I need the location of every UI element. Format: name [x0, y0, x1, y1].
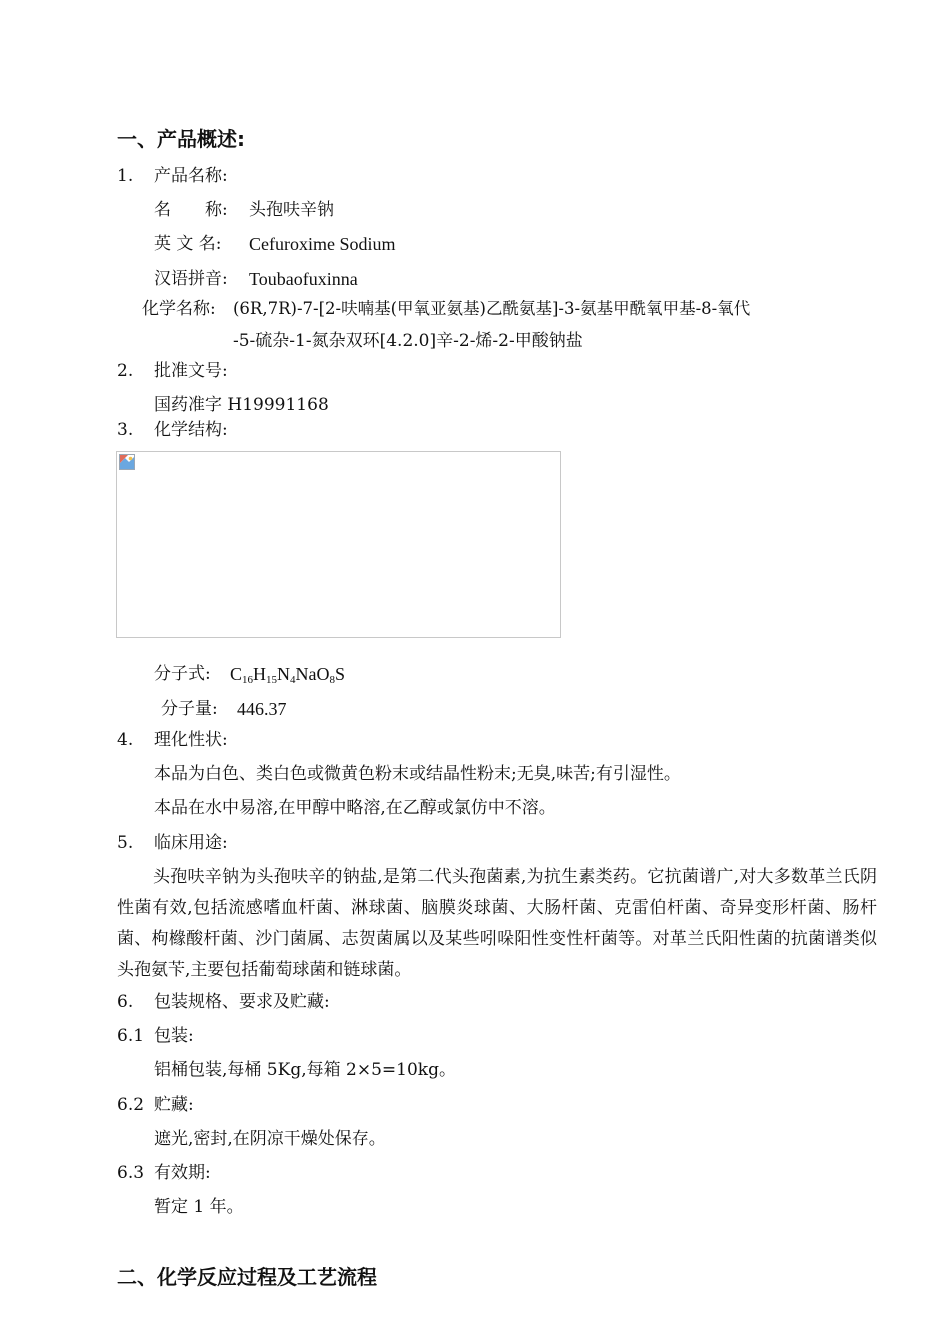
name-label: 名 称: — [154, 200, 228, 220]
item-6-1-title: 包装: — [154, 1026, 194, 1046]
molecular-formula-label: 分子式: — [154, 664, 211, 684]
item-6-2-number: 6.2 — [117, 1095, 145, 1115]
item-5-number: 5. — [117, 833, 134, 853]
item-6-3-title: 有效期: — [154, 1163, 211, 1183]
name-value: 头孢呋辛钠 — [249, 200, 334, 220]
item-3-title: 化学结构: — [154, 420, 228, 440]
chemical-structure-image — [116, 451, 561, 638]
item-4-number: 4. — [117, 730, 134, 750]
pinyin-label: 汉语拼音: — [154, 269, 228, 289]
item-6-title: 包装规格、要求及贮藏: — [154, 992, 330, 1012]
item-1-number: 1. — [117, 166, 134, 186]
properties-text-1: 本品为白色、类白色或微黄色粉末或结晶性粉末;无臭,味苦;有引湿性。 — [154, 764, 681, 784]
chemical-name-label: 化学名称: — [142, 299, 216, 319]
item-6-2-title: 贮藏: — [154, 1095, 194, 1115]
pinyin-value: Toubaofuxinna — [249, 269, 358, 289]
packaging-text: 铝桶包装,每桶 5Kg,每箱 2×5=10kg。 — [154, 1060, 456, 1080]
shelf-life-text: 暂定 1 年。 — [154, 1197, 244, 1217]
molecular-weight-label: 分子量: — [161, 699, 218, 719]
item-2-number: 2. — [117, 361, 134, 381]
section-1-heading: 一、产品概述: — [117, 127, 245, 151]
clinical-use-paragraph: 头孢呋辛钠为头孢呋辛的钠盐,是第二代头孢菌素,为抗生素类药。它抗菌谱广,对大多数革兰氏阴性菌有效,包括流感嗜血杆菌、淋球菌、脑膜炎球菌、大肠杆菌、克雷伯杆菌、奇异变形杆菌、肠杆菌、枸橼酸杆菌、沙门菌属、志贺菌属以及某些吲哚阳性变性杆菌等。对革兰氏阳性菌的抗菌谱类似头孢氨苄,主要包括葡萄球菌和链球菌。 — [117, 867, 877, 980]
item-6-1-number: 6.1 — [117, 1026, 145, 1046]
molecular-weight-value: 446.37 — [237, 699, 287, 719]
broken-image-icon — [119, 454, 135, 470]
english-name-value: Cefuroxime Sodium — [249, 234, 396, 254]
storage-text: 遮光,密封,在阴凉干燥处保存。 — [154, 1129, 386, 1149]
item-4-title: 理化性状: — [154, 730, 228, 750]
english-name-label: 英 文 名: — [154, 234, 222, 254]
item-6-3-number: 6.3 — [117, 1163, 145, 1183]
chemical-name-line-1: (6R,7R)-7-[2-呋喃基(甲氧亚氨基)乙酰氨基]-3-氨基甲酰氧甲基-8-氧代 — [233, 299, 751, 318]
item-3-number: 3. — [117, 420, 134, 440]
approval-number: 国药准字 H19991168 — [154, 395, 329, 415]
item-5-title: 临床用途: — [154, 833, 228, 853]
section-2-heading: 二、化学反应过程及工艺流程 — [117, 1265, 377, 1289]
item-2-title: 批准文号: — [154, 361, 228, 381]
properties-text-2: 本品在水中易溶,在甲醇中略溶,在乙醇或氯仿中不溶。 — [154, 798, 556, 818]
item-1-title: 产品名称: — [154, 166, 228, 186]
molecular-formula: $C_{16}H_{15}N_4NaO_8S$ — [230, 664, 346, 686]
item-6-number: 6. — [117, 992, 134, 1012]
chemical-name-line-2: -5-硫杂-1-氮杂双环[4.2.0]辛-2-烯-2-甲酸钠盐 — [233, 331, 583, 351]
